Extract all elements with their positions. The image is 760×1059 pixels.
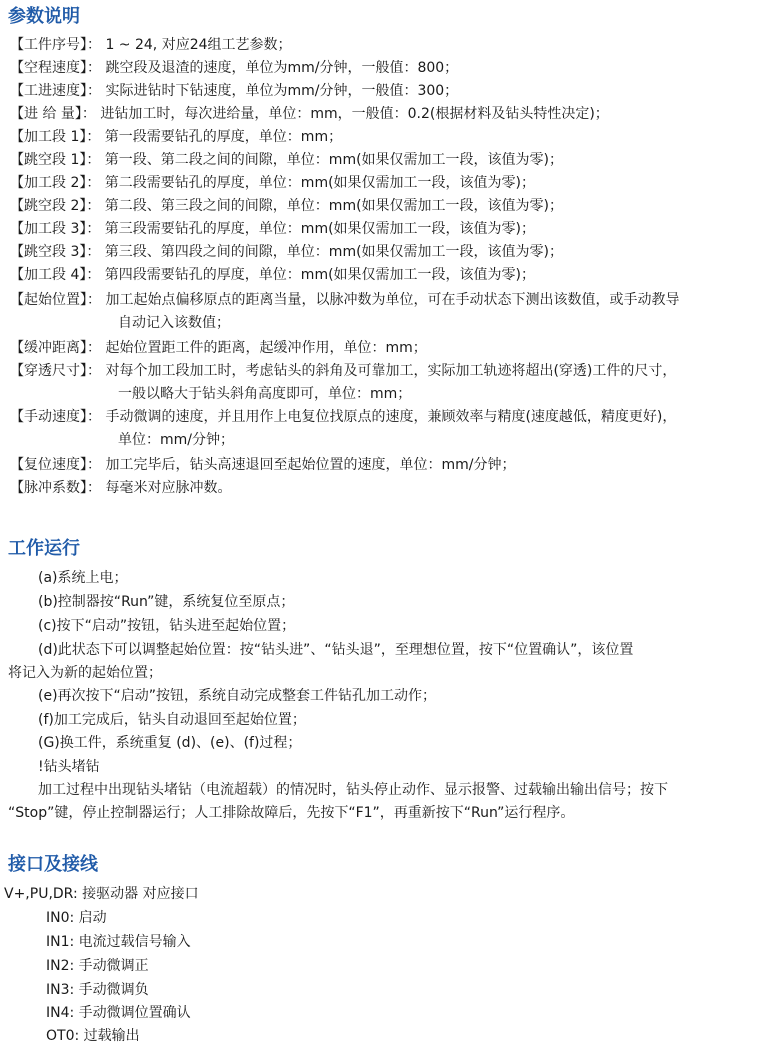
param-line: 【复位速度】： 加工完毕后，钻头高速退回至起始位置的速度，单位：mm/分钟； [10,457,516,473]
params-heading: 参数说明 [8,6,80,27]
operation-step: (a)系统上电； [38,570,128,586]
param-line: 【加工段 1】： 第一段需要钻孔的厚度，单位：mm； [10,129,343,145]
param-line: 【进 给 量】： 进钻加工时，每次进给量，单位：mm，一般值：0.2(根据材料及钻头特性决定)； [10,106,609,122]
param-line: 【加工段 3】： 第三段需要钻孔的厚度，单位：mm(如果仅需加工一段，该值为零)； [10,221,536,237]
param-line-continuation: 一般以略大于钻头斜角高度即可，单位：mm； [118,386,412,402]
operation-heading: 工作运行 [8,538,80,559]
param-line: 【穿透尺寸】： 对每个加工段加工时，考虑钻头的斜角及可靠加工，实际加工轨迹将超出(穿透)工件的尺寸， [10,363,677,379]
operation-step: (f)加工完成后，钻头自动退回至起始位置； [38,712,306,728]
operation-step: (c)按下“启动”按钮，钻头进至起始位置； [38,618,296,634]
param-line: 【跳空段 3】： 第三段、第四段之间的间隙，单位：mm(如果仅需加工一段，该值为零)； [10,244,564,260]
interface-line: IN0: 启动 [46,910,107,926]
interface-line: IN2: 手动微调正 [46,958,149,974]
param-line: 【起始位置】： 加工起始点偏移原点的距离当量，以脉冲数为单位，可在手动状态下测出该数值，或手动教导 [10,292,680,308]
interface-line: IN4: 手动微调位置确认 [46,1005,191,1021]
warning-text-continuation: “Stop”键，停止控制器运行；人工排除故障后，先按下“F1”，再重新按下“Run”运行程序。 [8,805,575,821]
param-line-continuation: 单位：mm/分钟； [118,432,234,448]
interface-line: OT0: 过载输出 [46,1028,140,1044]
param-line: 【缓冲距离】： 起始位置距工件的距离，起缓冲作用，单位：mm； [10,340,427,356]
operation-step: (d)此状态下可以调整起始位置：按“钻头进”、“钻头退”，至理想位置，按下“位置确认”，该位置 [38,642,634,658]
param-line-continuation: 自动记入该数值； [118,315,230,331]
operation-step: (b)控制器按“Run”键，系统复位至原点； [38,594,295,610]
interface-line: IN3: 手动微调负 [46,982,149,998]
operation-step: (G)换工件，系统重复 (d)、(e)、(f)过程； [38,735,302,751]
param-line: 【加工段 2】： 第二段需要钻孔的厚度，单位：mm(如果仅需加工一段，该值为零)； [10,175,536,191]
param-line: 【跳空段 2】： 第二段、第三段之间的间隙，单位：mm(如果仅需加工一段，该值为零)； [10,198,564,214]
warning-title: !钻头堵钻 [38,759,100,775]
interface-line: IN1: 电流过载信号输入 [46,934,191,950]
operation-step: (e)再次按下“启动”按钮，系统自动完成整套工件钻孔加工动作； [38,688,437,704]
interface-heading: 接口及接线 [8,854,98,875]
param-line: 【工件序号】： 1 ~ 24, 对应24组工艺参数； [10,37,292,53]
param-line: 【手动速度】： 手动微调的速度，并且用作上电复位找原点的速度，兼顾效率与精度(速度越低，精度更好)， [10,409,677,425]
warning-text: 加工过程中出现钻头堵钻（电流超载）的情况时，钻头停止动作、显示报警、过载输出输出信号；按下 [38,782,668,798]
param-line: 【工进速度】： 实际进钻时下钻速度，单位为mm/分钟，一般值：300； [10,83,459,99]
param-line: 【空程速度】： 跳空段及退渣的速度，单位为mm/分钟，一般值：800； [10,60,459,76]
interface-line: V+,PU,DR: 接驱动器 对应接口 [4,886,199,902]
operation-step-continuation: 将记入为新的起始位置； [8,665,162,681]
param-line: 【加工段 4】： 第四段需要钻孔的厚度，单位：mm(如果仅需加工一段，该值为零)； [10,267,536,283]
param-line: 【脉冲系数】： 每毫米对应脉冲数。 [10,480,232,496]
param-line: 【跳空段 1】： 第一段、第二段之间的间隙，单位：mm(如果仅需加工一段，该值为零)； [10,152,564,168]
